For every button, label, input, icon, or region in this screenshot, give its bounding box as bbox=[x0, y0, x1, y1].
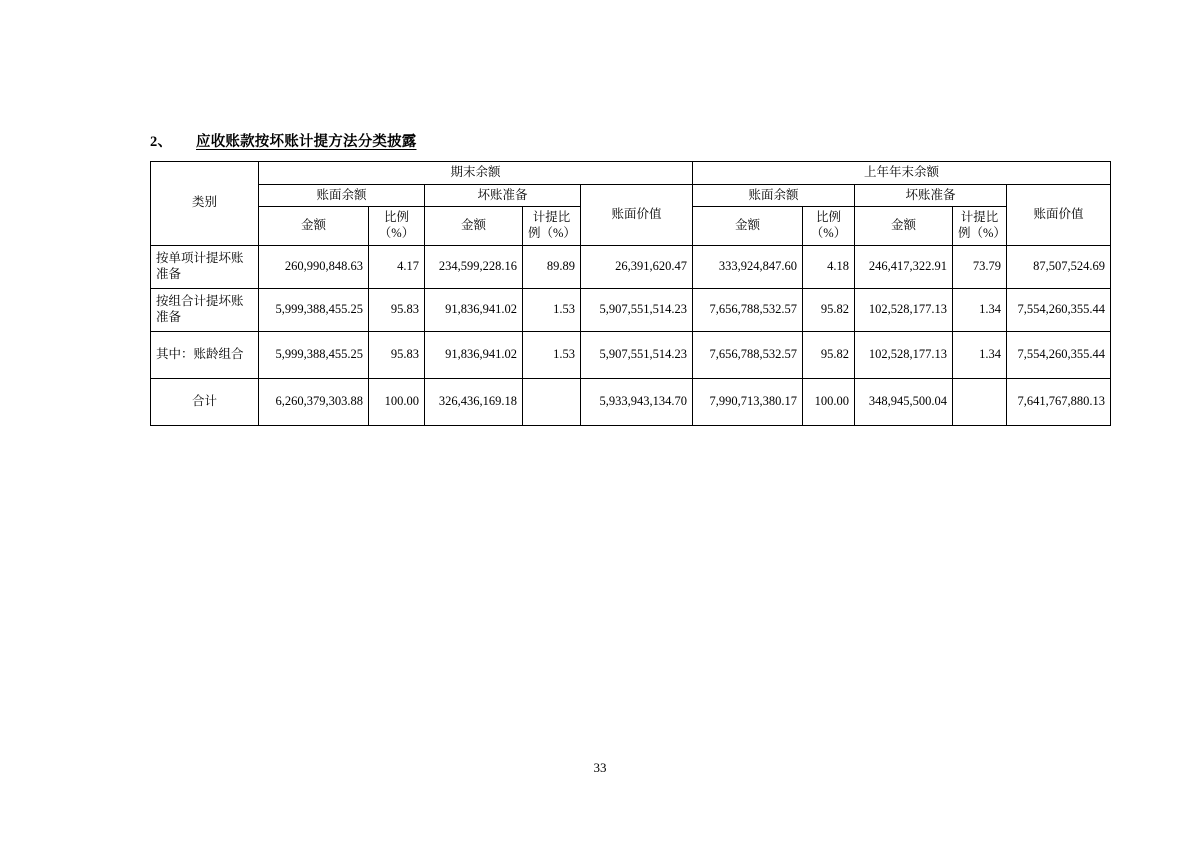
header-prior-provision-ratio-line2: 例（%） bbox=[958, 225, 1006, 240]
row-category: 其中：账龄组合 bbox=[151, 331, 259, 378]
header-prior-book-balance: 账面余额 bbox=[693, 184, 855, 207]
header-prior-provision-ratio bbox=[953, 207, 1007, 245]
header-prior-book-value: 账面价值 bbox=[1007, 184, 1111, 245]
row-prior-provision: 102,528,177.13 bbox=[855, 331, 953, 378]
header-end-book-balance: 账面余额 bbox=[259, 184, 425, 207]
row-prior-book-value: 7,554,260,355.44 bbox=[1007, 288, 1111, 331]
header-prior-provision-amount: 金额 bbox=[855, 207, 953, 245]
row-prior-ratio: 100.00 bbox=[803, 378, 855, 425]
header-end-ratio-line1: 比例 bbox=[383, 210, 409, 225]
row-prior-provision-ratio: 73.79 bbox=[953, 245, 1007, 288]
header-row-subgroups bbox=[151, 184, 1111, 207]
section-heading bbox=[150, 130, 1110, 151]
header-end-ratio-line2: （%） bbox=[378, 225, 415, 240]
header-row-groups bbox=[151, 162, 1111, 185]
header-period-end: 期末余额 bbox=[259, 162, 693, 185]
row-end-ratio: 95.83 bbox=[369, 288, 425, 331]
row-prior-provision: 102,528,177.13 bbox=[855, 288, 953, 331]
row-prior-provision: 348,945,500.04 bbox=[855, 378, 953, 425]
row-end-provision-ratio: 1.53 bbox=[523, 331, 581, 378]
row-prior-ratio: 4.18 bbox=[803, 245, 855, 288]
table-row-total bbox=[151, 378, 1111, 425]
row-end-book-value: 5,933,943,134.70 bbox=[581, 378, 693, 425]
row-end-ratio: 95.83 bbox=[369, 331, 425, 378]
row-end-provision: 326,436,169.18 bbox=[425, 378, 523, 425]
header-end-provision-ratio bbox=[523, 207, 581, 245]
row-category: 合计 bbox=[151, 378, 259, 425]
receivables-classification-table bbox=[150, 161, 1111, 426]
document-body bbox=[150, 130, 1110, 426]
row-prior-provision: 246,417,322.91 bbox=[855, 245, 953, 288]
row-end-amount: 260,990,848.63 bbox=[259, 245, 369, 288]
row-prior-provision-ratio: 1.34 bbox=[953, 331, 1007, 378]
row-end-amount: 5,999,388,455.25 bbox=[259, 288, 369, 331]
table-row bbox=[151, 245, 1111, 288]
row-end-amount: 6,260,379,303.88 bbox=[259, 378, 369, 425]
row-end-provision: 91,836,941.02 bbox=[425, 288, 523, 331]
row-end-provision: 91,836,941.02 bbox=[425, 331, 523, 378]
row-prior-amount: 7,656,788,532.57 bbox=[693, 331, 803, 378]
row-end-provision-ratio: 1.53 bbox=[523, 288, 581, 331]
row-end-ratio: 100.00 bbox=[369, 378, 425, 425]
row-prior-amount: 333,924,847.60 bbox=[693, 245, 803, 288]
section-title: 应收账款按坏账计提方法分类披露 bbox=[196, 134, 417, 150]
row-prior-amount: 7,990,713,380.17 bbox=[693, 378, 803, 425]
header-prior-ratio-line1: 比例 bbox=[815, 210, 841, 225]
header-category: 类别 bbox=[151, 162, 259, 246]
header-end-provision-ratio-line2: 例（%） bbox=[528, 225, 576, 240]
table-row bbox=[151, 288, 1111, 331]
row-end-provision-ratio bbox=[523, 378, 581, 425]
row-end-ratio: 4.17 bbox=[369, 245, 425, 288]
row-category: 按组合计提坏账准备 bbox=[151, 288, 259, 331]
header-end-bad-debt-provision: 坏账准备 bbox=[425, 184, 581, 207]
row-prior-book-value: 7,554,260,355.44 bbox=[1007, 331, 1111, 378]
row-end-amount: 5,999,388,455.25 bbox=[259, 331, 369, 378]
header-end-ratio bbox=[369, 207, 425, 245]
row-category: 按单项计提坏账准备 bbox=[151, 245, 259, 288]
header-prior-year-end: 上年年末余额 bbox=[693, 162, 1111, 185]
row-prior-ratio: 95.82 bbox=[803, 288, 855, 331]
section-number: 2、 bbox=[150, 134, 173, 150]
row-end-provision: 234,599,228.16 bbox=[425, 245, 523, 288]
header-end-book-value: 账面价值 bbox=[581, 184, 693, 245]
row-prior-book-value: 87,507,524.69 bbox=[1007, 245, 1111, 288]
row-prior-ratio: 95.82 bbox=[803, 331, 855, 378]
row-end-provision-ratio: 89.89 bbox=[523, 245, 581, 288]
page-number: 33 bbox=[593, 760, 607, 775]
table-row bbox=[151, 331, 1111, 378]
table-body bbox=[151, 245, 1111, 425]
row-prior-amount: 7,656,788,532.57 bbox=[693, 288, 803, 331]
row-prior-book-value: 7,641,767,880.13 bbox=[1007, 378, 1111, 425]
header-end-provision-amount: 金额 bbox=[425, 207, 523, 245]
row-end-book-value: 26,391,620.47 bbox=[581, 245, 693, 288]
table-head bbox=[151, 162, 1111, 246]
header-prior-amount: 金额 bbox=[693, 207, 803, 245]
header-end-provision-ratio-line1: 计提比 bbox=[532, 210, 571, 225]
header-end-amount: 金额 bbox=[259, 207, 369, 245]
row-end-book-value: 5,907,551,514.23 bbox=[581, 288, 693, 331]
header-prior-ratio bbox=[803, 207, 855, 245]
row-prior-provision-ratio bbox=[953, 378, 1007, 425]
row-end-book-value: 5,907,551,514.23 bbox=[581, 331, 693, 378]
row-prior-provision-ratio: 1.34 bbox=[953, 288, 1007, 331]
header-prior-ratio-line2: （%） bbox=[810, 225, 847, 240]
header-prior-provision-ratio-line1: 计提比 bbox=[960, 210, 999, 225]
header-prior-bad-debt-provision: 坏账准备 bbox=[855, 184, 1007, 207]
